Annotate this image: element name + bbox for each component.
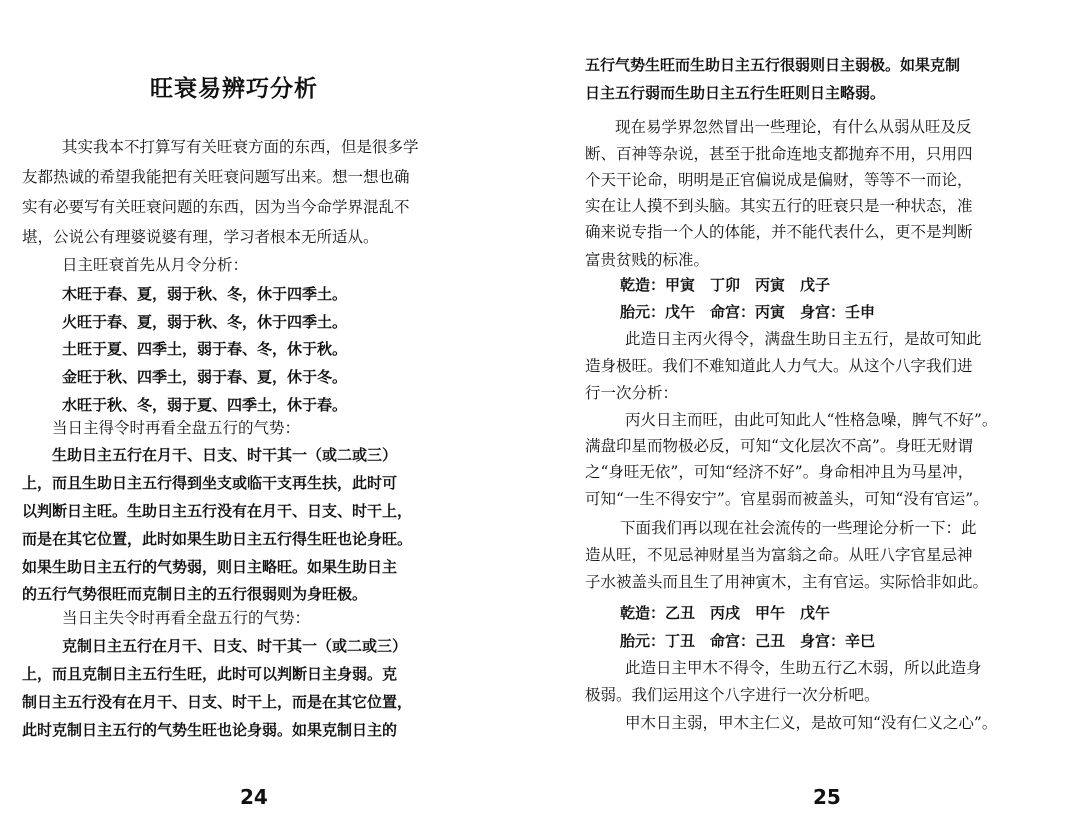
- paragraph-line: 而是在其它位置，此时如果生助日主五行得生旺也论身旺。: [22, 530, 413, 548]
- paragraph-line: 富贵贫贱的标准。: [585, 251, 710, 269]
- paragraph-line: 此时克制日主五行的气势生旺也论身弱。如果克制日主的: [22, 721, 398, 739]
- paragraph-line: 甲木日主弱，甲木主仁义，是故可知“没有仁义之心”。: [625, 714, 998, 732]
- paragraph-line: 确来说专指一个人的体能，并不能代表什么，更不是判断: [585, 223, 973, 241]
- paragraph-line: 如果生助日主五行的气势弱，则日主略旺。如果生助日主: [22, 558, 398, 576]
- paragraph-line: 克制日主五行在月干、日支、时干其一（或二或三）: [62, 637, 408, 655]
- paragraph-line: 造从旺，不见忌神财星当为富翁之命。从旺八字官星忌神: [585, 546, 973, 564]
- paragraph-line: 其实我本不打算写有关旺衰方面的东西，但是很多学: [62, 138, 419, 156]
- paragraph-line: 上，而且克制日主五行生旺，此时可以判断日主身弱。克: [22, 665, 398, 683]
- paragraph-line: 造身极旺。我们不难知道此人力气大。从这个八字我们进: [585, 357, 973, 375]
- left-page: [0, 0, 520, 823]
- right-page: [540, 0, 1078, 823]
- paragraph-line: 的五行气势很旺而克制日主的五行很弱则为身旺极。: [22, 585, 368, 603]
- paragraph-line: 友都热诚的希望我能把有关旺衰问题写出来。想一想也确: [22, 168, 410, 186]
- element-rule-line: 木旺于春、夏，弱于秋、冬，休于四季土。: [62, 285, 348, 303]
- element-rule-line: 火旺于春、夏，弱于秋、冬，休于四季土。: [62, 313, 348, 331]
- page-number: 25: [813, 785, 841, 809]
- paragraph-line: 当日主得令时再看全盘五行的气势：: [52, 419, 301, 437]
- paragraph-line: 堪，公说公有理婆说婆有理，学习者根本无所适从。: [22, 228, 379, 246]
- chart-entry-line: 乾造：甲寅 丁卯 丙寅 戊子: [620, 276, 831, 294]
- paragraph-line: 制日主五行没有在月干、日支、时干上，而是在其它位置，: [22, 693, 413, 711]
- paragraph-line: 极弱。我们运用这个八字进行一次分析吧。: [585, 686, 880, 704]
- paragraph-line: 实有必要写有关旺衰问题的东西，因为当今命学界混乱不: [22, 198, 410, 216]
- paragraph-line: 上，而且生助日主五行得到坐支或临干支再生扶，此时可: [22, 474, 398, 492]
- paragraph-line: 日主旺衰首先从月令分析：: [62, 256, 249, 274]
- paragraph-line: 五行气势生旺而生助日主五行很弱则日主弱极。如果克制: [585, 56, 961, 74]
- page-number: 24: [240, 785, 268, 809]
- paragraph-line: 以判断日主旺。生助日主五行没有在月干、日支、时干上，: [22, 502, 413, 520]
- paragraph-line: 可知“一生不得安宁”。官星弱而被盖头，可知“没有官运”。: [585, 490, 989, 508]
- paragraph-line: 当日主失令时再看全盘五行的气势：: [62, 609, 311, 627]
- element-rule-line: 土旺于夏、四季土，弱于春、冬，休于秋。: [62, 340, 348, 358]
- paragraph-line: 之“身旺无依”，可知“经济不好”。身命相冲且为马星冲，: [585, 463, 974, 481]
- paragraph-line: 实在让人摸不到头脑。其实五行的旺衰只是一种状态，准: [585, 197, 973, 215]
- chart-entry-line: 乾造：乙丑 丙戌 甲午 戊午: [620, 604, 831, 622]
- paragraph-line: 断、百神等杂说，甚至于批命连地支都抛弃不用，只用四: [585, 145, 973, 163]
- paragraph-line: 此造日主甲木不得令，生助五行乙木弱，所以此造身: [625, 659, 982, 677]
- paragraph-line: 此造日主丙火得令，满盘生助日主五行，是故可知此: [625, 330, 982, 348]
- paragraph-line: 个天干论命，明明是正官偏说成是偏财，等等不一而论，: [585, 171, 973, 189]
- chapter-title: 旺衰易辨巧分析: [150, 76, 318, 102]
- element-rule-line: 水旺于秋、冬，弱于夏、四季土，休于春。: [62, 396, 348, 414]
- chart-entry-line: 胎元：丁丑 命宫：己丑 身宫：辛巳: [620, 632, 876, 650]
- paragraph-line: 生助日主五行在月干、日支、时干其一（或二或三）: [52, 446, 398, 464]
- paragraph-line: 丙火日主而旺，由此可知此人“性格急噪，脾气不好”。: [625, 411, 998, 429]
- paragraph-line: 行一次分析：: [585, 384, 679, 402]
- chart-entry-line: 胎元：戊午 命宫：丙寅 身宫：壬申: [620, 303, 876, 321]
- paragraph-line: 子水被盖头而且生了用神寅木，主有官运。实际恰非如此。: [585, 573, 989, 591]
- paragraph-line: 满盘印星而物极必反，可知“文化层次不高”。身旺无财谓: [585, 437, 973, 455]
- element-rule-line: 金旺于秋、四季土，弱于春、夏，休于冬。: [62, 368, 348, 386]
- paragraph-line: 现在易学界忽然冒出一些理论，有什么从弱从旺及反: [615, 118, 972, 136]
- paragraph-line: 下面我们再以现在社会流传的一些理论分析一下：此: [620, 519, 977, 537]
- paragraph-line: 日主五行弱而生助日主五行生旺则日主略弱。: [585, 84, 886, 102]
